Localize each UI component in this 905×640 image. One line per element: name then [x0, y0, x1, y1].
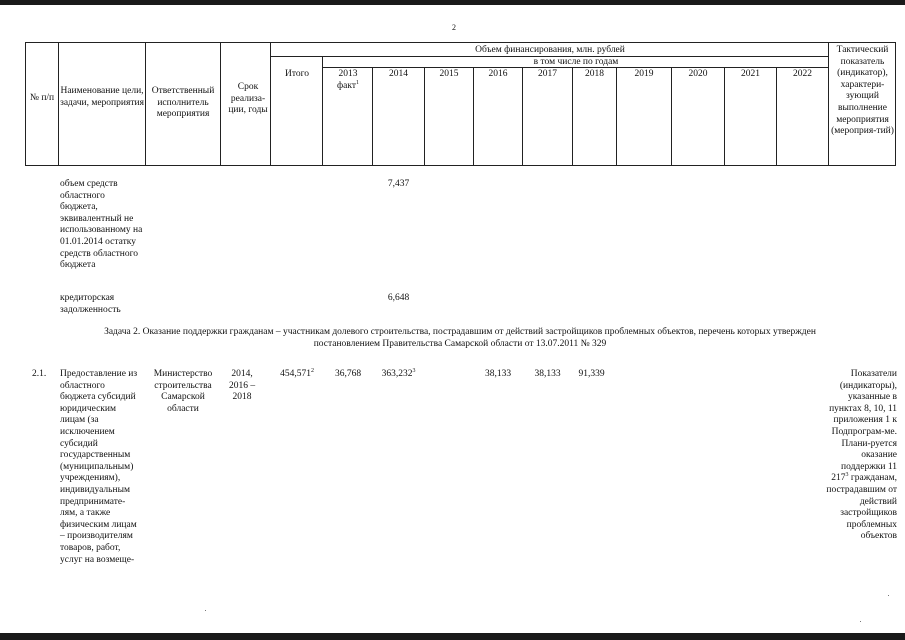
- header-year-2013: 2013 факт$^1$: [336, 69, 359, 91]
- header-total: Итого: [284, 69, 310, 79]
- row-budget-2014: 7,437: [387, 179, 410, 189]
- header-name: Наименование цели, задачи, мероприятия: [60, 86, 144, 108]
- bottom-border-bar: [0, 633, 905, 640]
- row-debt-2014: 6,648: [387, 293, 410, 303]
- top-border-bar: [0, 0, 905, 5]
- item-2017: 38,133: [534, 369, 561, 379]
- item-2018: 91,339: [578, 369, 605, 379]
- item-2016: 38,133: [484, 369, 512, 379]
- header-year-2021: 2021: [741, 69, 760, 79]
- item-2013: 36,768: [334, 369, 362, 379]
- task2-heading-line1: Задача 2. Оказание поддержки гражданам – участникам долевого строительства, пострадавшим от действий застройщиков проблемных объектов, перечень которых утвержден: [104, 327, 816, 337]
- header-year-2016: 2016: [488, 69, 508, 79]
- header-year-2014: 2014: [389, 69, 408, 79]
- header-year-2019: 2019: [634, 69, 654, 79]
- header-term: Срок реализа-ции, годы: [228, 82, 268, 116]
- item-term: 2014, 2016 – 2018: [228, 369, 256, 403]
- header-executor: Ответственный исполнитель мероприятия: [151, 86, 215, 120]
- task2-heading-line2: постановлением Правительства Самарской области от 13.07.2011 № 329: [313, 339, 607, 349]
- header-year-2018: 2018: [585, 69, 604, 79]
- header-year-2017: 2017: [538, 69, 557, 79]
- row-budget-label: объем средств областного бюджета, эквивалентный не использованному на 01.01.2014 остатку средств областного бюджета: [60, 179, 143, 271]
- row-debt-label: кредиторская задолженность: [60, 293, 121, 315]
- header-year-2022: 2022: [793, 69, 812, 79]
- item-name: Предоставление из областного бюджета субсидий юридическим лицам (за исключением субсидий государственным (муниципальным) учреждениям), индивидуальным предпринимате-лям, а также физическим лицам – производителям товаров, работ, услуг на возмеще-: [60, 369, 138, 565]
- item-indicator: Показатели (индикаторы), указанные в пунктах 8, 10, 11 приложения 1 к Подпрограм-ме. Плани-руется оказание поддержки 11 $217^3$ гражданам, пострадавшим от действий застройщиков проблемных объектов: [826, 369, 897, 542]
- header-number: № п/п: [29, 93, 55, 103]
- page-number: 2: [452, 23, 456, 32]
- header-year-2015: 2015: [439, 69, 459, 79]
- item-executor: Министерство строительства Самарской области: [153, 369, 213, 414]
- item-number: 2.1.: [32, 369, 47, 379]
- item-2014: 363,232$^3$: [381, 367, 416, 379]
- item-total: 454,571$^2$: [280, 367, 314, 379]
- header-indicator: Тактический показатель (индикатор), характери-зующий выполнение мероприятия (мероприя-тий): [831, 45, 894, 137]
- header-year-2020: 2020: [688, 69, 708, 79]
- header-financing: Объем финансирования, млн. рублей: [475, 45, 625, 55]
- header-by-years: в том числе по годам: [533, 57, 619, 67]
